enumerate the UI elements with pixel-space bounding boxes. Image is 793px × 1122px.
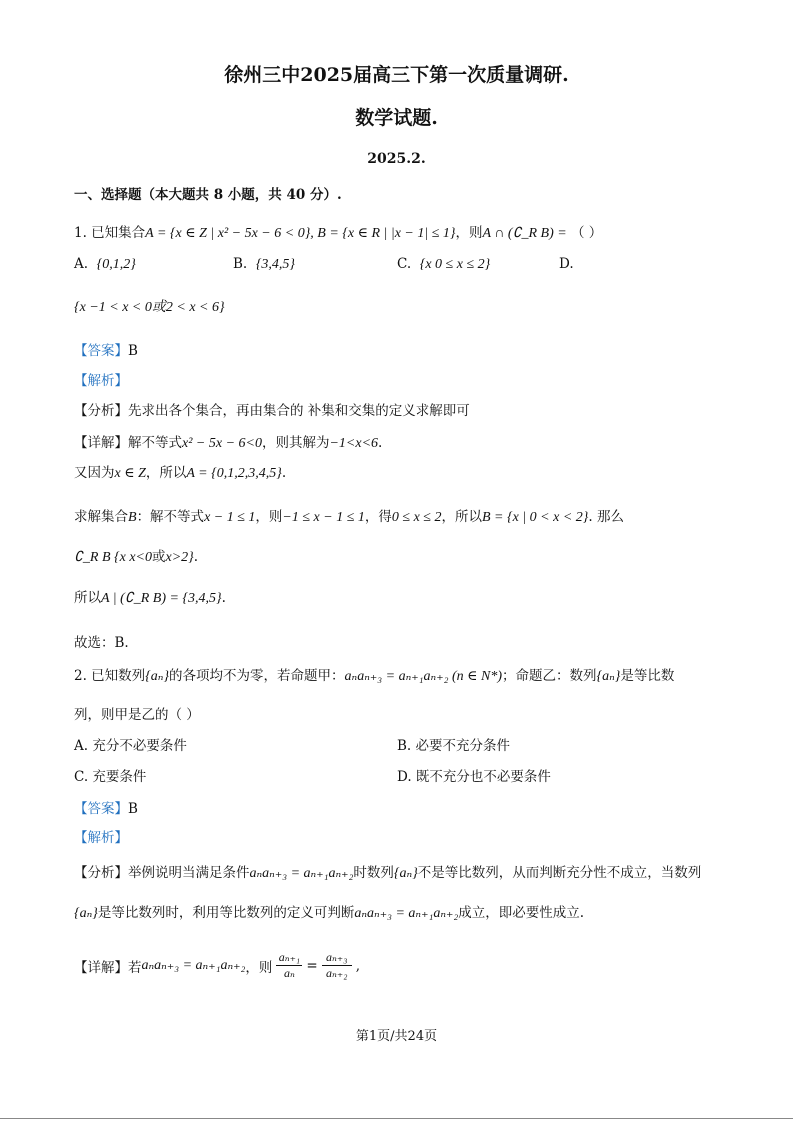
text: . 那么 <box>588 509 624 525</box>
q2-stem-line1 <box>74 664 674 685</box>
text: . <box>221 590 226 606</box>
text: ，则 <box>255 509 283 525</box>
q1-stem-suffix: ，则 <box>455 225 483 241</box>
q1-stem <box>74 221 602 242</box>
fraction-denominator: aₙ <box>283 966 295 980</box>
text: . <box>281 465 287 481</box>
q1-analysis-tag: 【解析】 <box>74 373 128 389</box>
math: A = {0,1,2,3,4,5} <box>186 466 282 481</box>
fenxi-text: 先求出各个集合，再由集合的 补集和交集的定义求解即可 <box>128 403 470 419</box>
document-date: 2025.2. <box>367 151 426 167</box>
document-subtitle: 数学试题. <box>355 107 438 129</box>
text: ，则 <box>245 959 273 976</box>
math: x ∈ Z <box>114 466 146 481</box>
document-title: 徐州三中2025届高三下第一次质量调研. <box>224 64 569 86</box>
q1-option-d-label: D. <box>559 256 574 272</box>
text: 举例说明当满足条件 <box>128 865 250 881</box>
q1-option-c <box>397 256 490 273</box>
text: ；命题乙：数列 <box>502 668 597 684</box>
q2-answer <box>74 797 138 817</box>
option-value: {3,4,5} <box>255 257 296 272</box>
math: aₙaₙ₊₃ = aₙ₊₁aₙ₊₂ (n ∈ N*) <box>344 669 502 684</box>
q1-detail-line4 <box>74 545 198 566</box>
text: , <box>355 957 361 974</box>
math: A | (∁_R B) = {3,4,5} <box>101 591 222 606</box>
text: . <box>378 435 383 451</box>
text: ，所以 <box>145 465 187 481</box>
q1-option-d <box>74 296 225 316</box>
equals-sign: = <box>306 957 318 974</box>
math: aₙaₙ₊₃ = aₙ₊₁aₙ₊₂ <box>249 866 354 881</box>
math: {aₙ} <box>74 906 98 921</box>
page-edge-line <box>0 1118 793 1119</box>
q1-stem-prefix: 1. 已知集合 <box>74 225 146 241</box>
fraction-denominator: aₙ₊₂ <box>326 966 348 980</box>
math: aₙaₙ₊₃ = aₙ₊₁aₙ₊₂ <box>354 906 459 921</box>
option-value: {x −1 < x < 0或2 < x < 6} <box>74 300 225 315</box>
math: aₙaₙ₊₃ = aₙ₊₁aₙ₊₂ <box>141 958 246 973</box>
page-number: 第1页/共24页 <box>355 1029 438 1044</box>
math: x − 1 ≤ 1 <box>204 510 256 525</box>
math: x>2} <box>165 550 194 565</box>
q1-choice: 故选：B. <box>74 635 129 651</box>
q2-detail-line1 <box>74 950 360 981</box>
answer-tag: 【答案】 <box>74 343 128 359</box>
q1-set-b: , B = {x ∈ R | |x − 1| ≤ 1} <box>310 226 456 241</box>
answer-value: B <box>128 801 138 817</box>
q2-option-b: B. 必要不充分条件 <box>397 738 511 754</box>
text: 的各项均不为零，若命题甲： <box>169 668 345 684</box>
option-label: B. <box>233 256 248 272</box>
math: {aₙ} <box>145 669 170 684</box>
math: {aₙ} <box>393 866 418 881</box>
text: 又因为 <box>74 465 115 481</box>
math: B <box>128 510 137 525</box>
q1-detail-line5 <box>74 586 226 607</box>
q1-detail-line3 <box>74 505 624 526</box>
math: ∁_R B {x x<0 <box>74 550 152 565</box>
option-value: {x 0 ≤ x ≤ 2} <box>419 257 491 272</box>
text: 是等比数 <box>620 668 675 684</box>
q2-analysis-tag: 【解析】 <box>74 830 128 846</box>
answer-value: B <box>128 343 138 359</box>
text: ，则其解为 <box>261 435 330 451</box>
detail-tag: 【详解】 <box>74 959 128 976</box>
text: 若 <box>128 959 142 976</box>
text: 2. 已知数列 <box>74 668 146 684</box>
answer-tag: 【答案】 <box>74 801 128 817</box>
section-heading: 一、选择题（本大题共 8 小题，共 40 分）. <box>74 187 342 203</box>
math: B = {x | 0 < x < 2} <box>482 510 589 525</box>
q2-option-a: A. 充分不必要条件 <box>74 738 187 754</box>
option-label: C. <box>397 256 412 272</box>
option-label: A. <box>74 256 89 272</box>
fenxi-tag: 【分析】 <box>74 865 128 881</box>
text: 或 <box>151 549 166 565</box>
text: ，所以 <box>441 509 482 525</box>
text: ，得 <box>364 509 392 525</box>
q2-stem-line2: 列，则甲是乙的（ ） <box>74 707 200 723</box>
q2-option-d: D. 既不充分也不必要条件 <box>397 769 551 785</box>
text: 不是等比数列，从而判断充分性不成立，当数列 <box>417 865 702 881</box>
q1-option-b <box>233 256 295 273</box>
q1-fenxi <box>74 399 470 419</box>
text: 成立，即必要性成立. <box>458 905 585 921</box>
q1-answer <box>74 339 138 359</box>
math: −1<x<6 <box>329 436 379 451</box>
text: ：解不等式 <box>136 509 205 525</box>
text: 时数列 <box>353 865 394 881</box>
q2-option-c: C. 充要条件 <box>74 769 147 785</box>
math: 0 ≤ x ≤ 2 <box>391 510 442 525</box>
math: {aₙ} <box>596 669 621 684</box>
option-value: {0,1,2} <box>96 257 136 272</box>
q1-set-a: A = {x ∈ Z | x² − 5x − 6 < 0} <box>145 226 311 241</box>
text: . <box>193 549 199 565</box>
math: x² − 5x − 6<0 <box>182 436 262 451</box>
fraction-numerator: aₙ₊₃ <box>326 950 348 964</box>
detail-tag: 【详解】 <box>74 435 128 451</box>
text: 求解集合 <box>74 509 128 525</box>
fenxi-tag: 【分析】 <box>74 403 128 419</box>
text: 解不等式 <box>128 435 182 451</box>
text: 所以 <box>74 590 101 606</box>
q1-expression: A ∩ (∁_R B) = <box>482 226 567 241</box>
q1-detail-line2 <box>74 461 286 482</box>
text: 是等比数列时，利用等比数列的定义可判断 <box>97 905 355 921</box>
q1-blank: （ ） <box>571 225 603 241</box>
fraction-numerator: aₙ₊₁ <box>278 950 301 964</box>
fraction <box>322 950 352 981</box>
fraction <box>276 950 302 981</box>
q1-option-a <box>74 256 136 273</box>
q1-detail-line1 <box>74 431 382 452</box>
q2-fenxi-line2 <box>74 901 584 922</box>
math: −1 ≤ x − 1 ≤ 1 <box>282 510 365 525</box>
q2-fenxi-line1 <box>74 861 701 882</box>
